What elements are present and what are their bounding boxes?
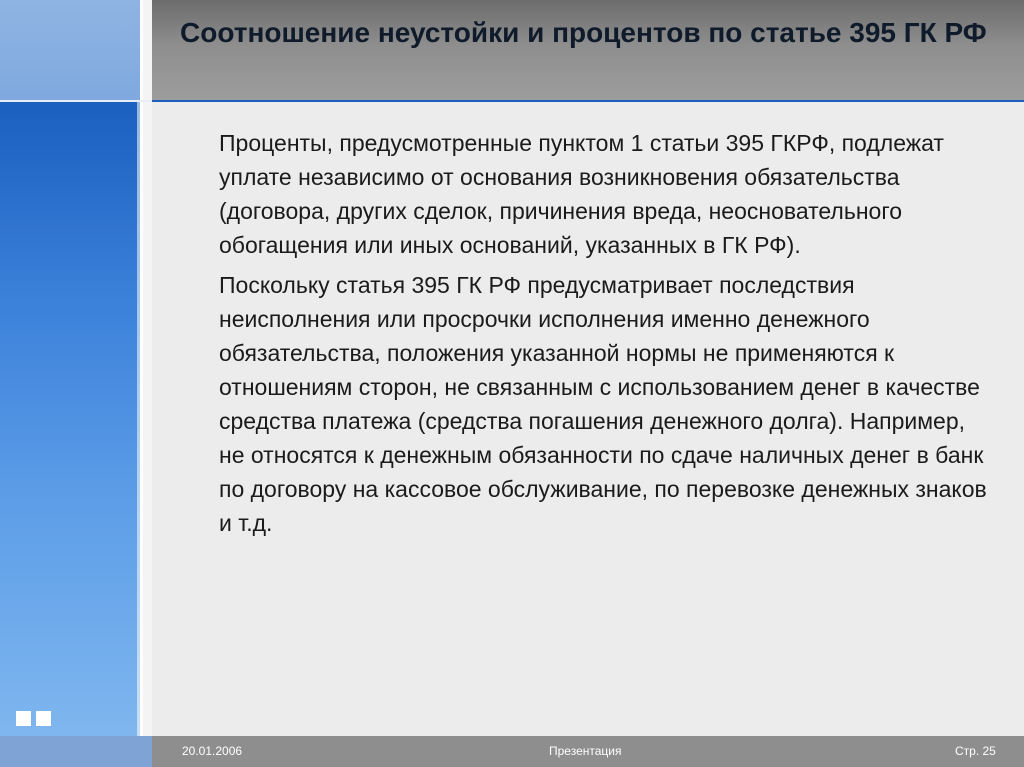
paragraph-1: Проценты, предусмотренные пунктом 1 статьи 395 ГКРФ, подлежат уплате независимо от основания возникновения обязательства (договора, других сделок, причинения вреда, неосновательного обогащения или иных оснований, указанных в ГК РФ).	[219, 130, 944, 258]
footer-title: Презентация	[549, 744, 622, 758]
footer-left-block	[0, 736, 152, 767]
decorative-blue-column	[0, 100, 140, 736]
paragraph-2: Поскольку статья 395 ГК РФ предусматривает последствия неисполнения или просрочки исполнения именно денежного обязательства, положения указанной нормы не применяются к отношениям сторон, не связанным с использованием денег в качестве средства платежа (средства погашения денежного долга). Например, не относятся к денежным обязанности по сдаче наличных денег в банк по договору на кассовое обслуживание, по перевозке денежных знаков и т.д.	[219, 272, 987, 536]
slide-body	[219, 126, 989, 546]
title-underline	[152, 100, 1024, 102]
decorative-top-tile	[0, 0, 140, 100]
slide-title: Соотношение неустойки и процентов по статье 395 ГК РФ	[180, 17, 987, 48]
footer-date: 20.01.2006	[182, 744, 243, 758]
footer-page-number: Стр. 25	[955, 744, 996, 758]
